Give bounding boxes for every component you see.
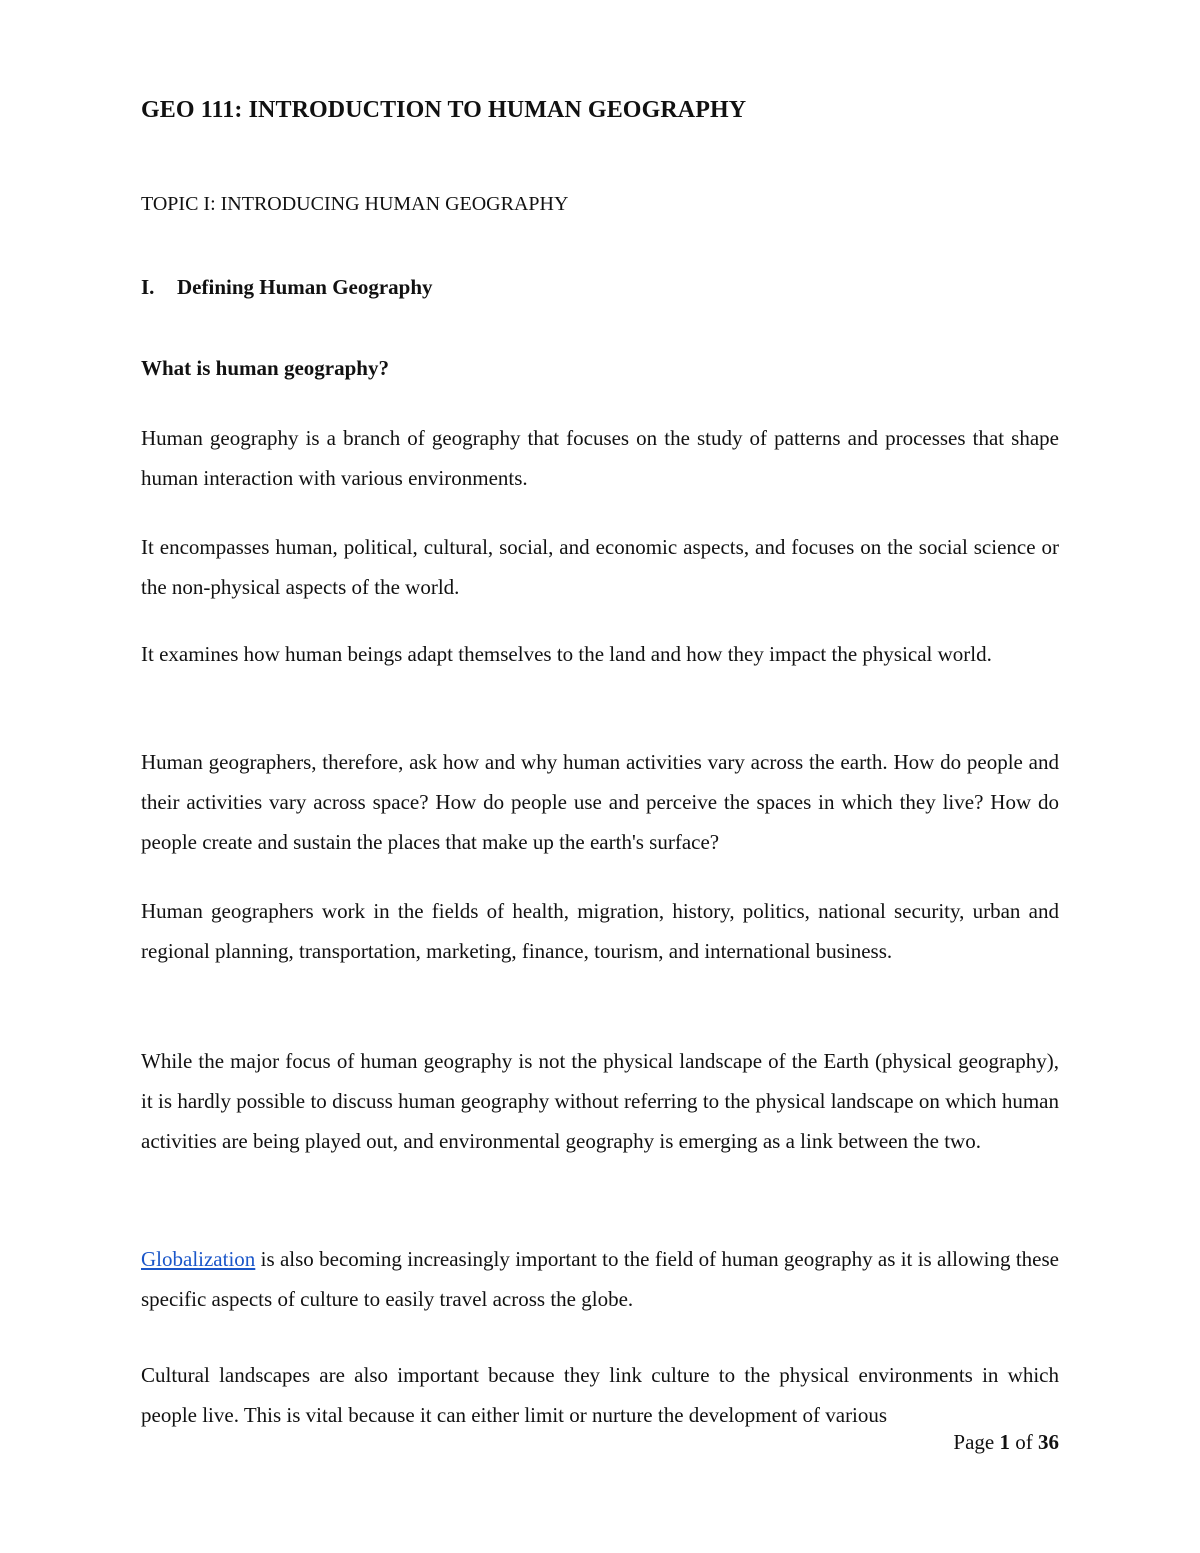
section-title: Defining Human Geography [177,275,433,299]
paragraph-1: Human geography is a branch of geography that focuses on the study of patterns and processes that shape human interaction with various environments. [141,426,1059,490]
paragraph-5: Human geographers work in the fields of health, migration, history, politics, national security, urban and regional planning, transportation, marketing, finance, tourism, and international business. [141,899,1059,963]
paragraph-7 [141,1239,1059,1319]
question-heading: What is human geography? [141,356,389,380]
page-of: of [1010,1430,1038,1454]
paragraph-2: It encompasses human, political, cultural, social, and economic aspects, and focuses on the social science or the non-physical aspects of the world. [141,535,1059,599]
page-current: 1 [999,1430,1010,1454]
globalization-link[interactable]: Globalization [141,1247,256,1271]
paragraph-3: It examines how human beings adapt themselves to the land and how they impact the physical world. [141,642,992,666]
page-total: 36 [1038,1430,1059,1454]
section-number: I. [141,275,155,299]
page-number-footer [953,1430,1059,1455]
paragraph-4: Human geographers, therefore, ask how and why human activities vary across the earth. How do people and their activities vary across space? How do people use and perceive the spaces in which they live? How do people create and sustain the places that make up the earth's surface? [141,750,1059,854]
paragraph-8: Cultural landscapes are also important because they link culture to the physical environments in which people live. This is vital because it can either limit or nurture the development of various [141,1363,1059,1427]
page-label: Page [953,1430,1000,1454]
section-heading [141,275,433,300]
document-title: GEO 111: INTRODUCTION TO HUMAN GEOGRAPHY [141,97,747,123]
topic-heading: TOPIC I: INTRODUCING HUMAN GEOGRAPHY [141,193,569,215]
paragraph-6: While the major focus of human geography is not the physical landscape of the Earth (physical geography), it is hardly possible to discuss human geography without referring to the physical landscape on which human activities are being played out, and environmental geography is emerging as a link between the two. [141,1049,1059,1153]
paragraph-7-text: is also becoming increasingly important to the field of human geography as it is allowing these specific aspects of culture to easily travel across the globe. [141,1247,1059,1311]
